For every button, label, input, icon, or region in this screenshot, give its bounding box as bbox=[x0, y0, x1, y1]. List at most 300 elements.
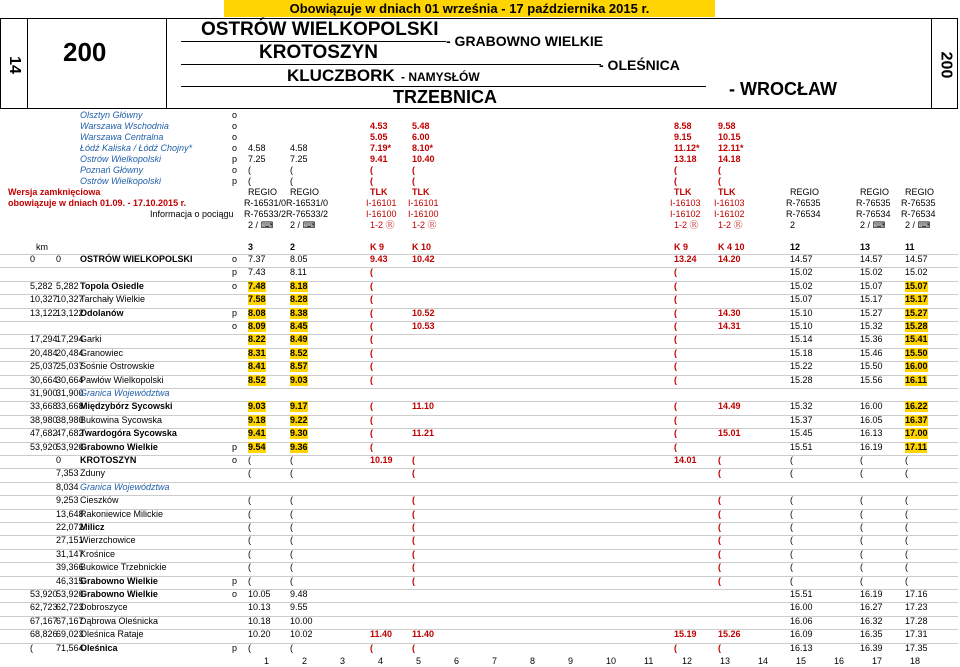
timetable-header bbox=[0, 18, 958, 109]
time-cell: ( bbox=[248, 548, 251, 559]
time-cell: 16.11 bbox=[905, 374, 928, 385]
station-name: Granica Województwa bbox=[80, 481, 170, 492]
time-cell: ( bbox=[248, 468, 251, 479]
time-cell: 12.11* bbox=[718, 143, 744, 153]
arr-dep: p bbox=[232, 441, 238, 452]
time-cell: 9.36 bbox=[290, 441, 308, 452]
time-cell: ( bbox=[674, 428, 677, 439]
time-cell: 11.40 bbox=[370, 629, 393, 640]
km-b: 13,122 bbox=[56, 307, 84, 318]
station-name: Cieszków bbox=[80, 495, 119, 506]
table-row bbox=[0, 281, 958, 292]
table-row bbox=[0, 198, 958, 209]
table-row bbox=[0, 187, 958, 198]
arr-dep: o bbox=[232, 132, 238, 142]
time-cell: 9.03 bbox=[290, 374, 308, 385]
time-cell: ( bbox=[290, 562, 293, 573]
table-row bbox=[0, 176, 958, 187]
train-number: I-16101 bbox=[366, 198, 397, 208]
km-b: 22,072 bbox=[56, 522, 84, 532]
time-cell: 15.28 bbox=[790, 374, 813, 385]
time-cell: 10.18 bbox=[248, 615, 271, 626]
time-cell: 15.07 bbox=[860, 280, 883, 291]
validity-banner: Obowiązuje w dniach 01 września - 17 października 2015 r. bbox=[224, 0, 715, 17]
station-name: Granica Województwa bbox=[80, 388, 170, 398]
station-name: Bukowice Trzebnickie bbox=[80, 562, 167, 573]
train-number: R-76534 bbox=[786, 209, 821, 219]
train-category: REGIO bbox=[790, 187, 820, 197]
station-wroclaw: - WROCŁAW bbox=[729, 79, 837, 99]
station-trzebnica: TRZEBNICA bbox=[393, 87, 497, 107]
time-cell: ( bbox=[248, 495, 251, 506]
train-mark: K 10 bbox=[412, 242, 432, 252]
km-a: 5,282 bbox=[30, 280, 53, 291]
station-name: Krośnice bbox=[80, 548, 116, 559]
km-b: 10,327 bbox=[56, 294, 84, 305]
km-b: 17,294 bbox=[56, 334, 84, 345]
km-b: 7,353 bbox=[56, 468, 79, 479]
station-name: Grabowno Wielkie bbox=[80, 589, 158, 599]
time-cell: ( bbox=[370, 176, 373, 186]
column-number: 11 bbox=[644, 656, 654, 666]
time-cell: ( bbox=[674, 642, 677, 653]
time-cell: 8.10* bbox=[412, 143, 434, 153]
table-row bbox=[0, 220, 958, 231]
time-cell: 16.09 bbox=[790, 629, 813, 640]
time-cell: 8.11 bbox=[290, 267, 307, 278]
time-cell: 14.57 bbox=[860, 254, 883, 264]
time-cell: 8.49 bbox=[290, 334, 308, 345]
time-cell: ( bbox=[674, 176, 677, 186]
column-number: 5 bbox=[416, 656, 422, 666]
train-number: R-76533/2 bbox=[244, 209, 287, 219]
time-cell: ( bbox=[370, 280, 373, 291]
train-mark: K 9 bbox=[674, 242, 689, 252]
train-mark: 12 bbox=[790, 242, 801, 252]
time-cell: ( bbox=[905, 495, 908, 506]
column-number: 1 bbox=[264, 656, 270, 666]
page-number-right: 200 bbox=[937, 51, 955, 78]
station-ostrow: OSTRÓW WIELKOPOLSKI bbox=[201, 19, 439, 40]
time-cell: 15.10 bbox=[790, 321, 813, 331]
time-cell: ( bbox=[674, 294, 677, 305]
km-a: 25,037 bbox=[30, 361, 58, 372]
train-category: REGIO bbox=[905, 187, 935, 197]
train-mark: K 9 bbox=[370, 242, 385, 252]
time-cell: ( bbox=[674, 307, 677, 318]
km-b: 33,668 bbox=[56, 401, 84, 412]
column-number: 12 bbox=[682, 656, 693, 666]
column-number: 2 bbox=[302, 656, 308, 666]
time-cell: 8.08 bbox=[248, 307, 266, 318]
time-cell: ( bbox=[860, 575, 863, 586]
time-cell: 16.35 bbox=[860, 629, 883, 640]
time-cell: 8.45 bbox=[290, 321, 308, 331]
time-cell: ( bbox=[412, 562, 415, 573]
time-cell: 7.48 bbox=[248, 280, 266, 291]
time-cell: ( bbox=[412, 548, 415, 559]
km-header: km bbox=[36, 242, 48, 252]
time-cell: 15.28 bbox=[905, 321, 928, 331]
km-a: 67,167 bbox=[30, 615, 58, 626]
time-cell: 8.41 bbox=[248, 361, 266, 372]
time-cell: ( bbox=[718, 455, 721, 465]
line-number: 200 bbox=[63, 37, 107, 67]
time-cell: ( bbox=[790, 508, 793, 519]
time-cell: 15.07 bbox=[790, 294, 813, 305]
time-cell: ( bbox=[370, 642, 373, 653]
table-row bbox=[0, 602, 958, 613]
time-cell: ( bbox=[370, 441, 373, 452]
time-cell: 13.24 bbox=[674, 254, 697, 264]
train-class: 2 bbox=[790, 220, 796, 230]
station-name: Warszawa Wschodnia bbox=[80, 121, 169, 131]
time-cell: ( bbox=[718, 548, 721, 559]
column-number: 14 bbox=[758, 656, 769, 666]
station-krotoszyn: KROTOSZYN bbox=[259, 42, 378, 63]
time-cell: 9.18 bbox=[248, 414, 266, 425]
time-cell: ( bbox=[412, 165, 415, 175]
time-cell: 13.18 bbox=[674, 154, 697, 164]
time-cell: 16.19 bbox=[860, 441, 883, 452]
time-cell: ( bbox=[370, 321, 373, 331]
arr-dep: o bbox=[232, 165, 238, 175]
column-number: 18 bbox=[910, 656, 921, 666]
train-number: R-76534 bbox=[856, 209, 891, 219]
time-cell: ( bbox=[370, 165, 373, 175]
train-category: REGIO bbox=[860, 187, 890, 197]
table-row bbox=[0, 388, 958, 399]
time-cell: ( bbox=[790, 575, 793, 586]
time-cell: ( bbox=[674, 321, 677, 331]
table-row bbox=[0, 209, 958, 220]
station-olesnica: - OLEŚNICA bbox=[599, 57, 680, 73]
time-cell: ( bbox=[905, 508, 908, 519]
time-cell: ( bbox=[718, 165, 721, 175]
time-cell: ( bbox=[790, 495, 793, 506]
train-class: 1-2 Ⓡ bbox=[718, 220, 743, 230]
time-cell: 9.48 bbox=[290, 589, 308, 599]
km-b: 53,920 bbox=[56, 441, 84, 452]
time-cell: ( bbox=[290, 176, 293, 186]
time-cell: ( bbox=[718, 535, 721, 546]
train-class: 2 / ⌨ bbox=[248, 220, 274, 230]
time-cell: 17.16 bbox=[905, 589, 928, 599]
time-cell: ( bbox=[370, 374, 373, 385]
time-cell: ( bbox=[248, 642, 251, 653]
time-cell: 10.13 bbox=[248, 602, 271, 613]
station-name: OSTRÓW WIELKOPOLSKI bbox=[80, 254, 193, 264]
km-b: 27,151 bbox=[56, 535, 84, 546]
arr-dep: p bbox=[232, 176, 238, 186]
table-row bbox=[0, 154, 958, 165]
table-row bbox=[0, 267, 958, 278]
time-cell: ( bbox=[290, 548, 293, 559]
time-cell: 15.02 bbox=[790, 280, 813, 291]
time-cell: 11.12* bbox=[674, 143, 700, 153]
time-cell: ( bbox=[412, 455, 415, 465]
km-b: 8,034 bbox=[56, 481, 79, 492]
time-cell: ( bbox=[412, 522, 415, 532]
time-cell: ( bbox=[674, 267, 677, 278]
station-name: Pawłów Wielkopolski bbox=[80, 374, 164, 385]
table-row bbox=[0, 576, 958, 587]
table-row bbox=[0, 361, 958, 372]
time-cell: 15.22 bbox=[790, 361, 813, 372]
time-cell: ( bbox=[674, 347, 677, 358]
train-info-label: Informacja o pociągu bbox=[150, 209, 234, 219]
table-row bbox=[0, 110, 958, 121]
station-name: Oleśnica bbox=[80, 642, 118, 653]
time-cell: ( bbox=[290, 455, 293, 465]
time-cell: 10.52 bbox=[412, 307, 435, 318]
train-number: I-16103 bbox=[714, 198, 745, 208]
time-cell: ( bbox=[370, 401, 373, 412]
time-cell: ( bbox=[248, 508, 251, 519]
train-mark: K 4 10 bbox=[718, 242, 745, 252]
time-cell: 8.18 bbox=[290, 280, 308, 291]
column-number: 15 bbox=[796, 656, 807, 666]
km-b: 25,037 bbox=[56, 361, 84, 372]
station-name: Tarchały Wielkie bbox=[80, 294, 146, 305]
time-cell: ( bbox=[860, 455, 863, 465]
table-row bbox=[0, 348, 958, 359]
time-cell: ( bbox=[412, 575, 415, 586]
time-cell: ( bbox=[290, 535, 293, 546]
time-cell: ( bbox=[718, 562, 721, 573]
time-cell: 15.27 bbox=[860, 307, 883, 318]
time-cell: 4.53 bbox=[370, 121, 388, 131]
time-cell: 15.18 bbox=[790, 347, 813, 358]
time-cell: ( bbox=[370, 334, 373, 345]
train-category: TLK bbox=[718, 187, 736, 197]
station-name: Milicz bbox=[80, 522, 105, 532]
km-b: 71,564 bbox=[56, 642, 84, 653]
time-cell: 15.32 bbox=[790, 401, 813, 412]
time-cell: ( bbox=[290, 495, 293, 506]
time-cell: 9.30 bbox=[290, 428, 308, 439]
km-a: 10,327 bbox=[30, 294, 58, 305]
train-number: I-16100 bbox=[366, 209, 397, 219]
km-b: 30,664 bbox=[56, 374, 84, 385]
arr-dep: o bbox=[232, 321, 238, 331]
time-cell: 14.31 bbox=[718, 321, 741, 331]
column-number: 7 bbox=[492, 656, 498, 666]
time-cell: 15.50 bbox=[905, 347, 928, 358]
time-cell: ( bbox=[718, 508, 721, 519]
time-cell: 15.10 bbox=[790, 307, 813, 318]
time-cell: 10.40 bbox=[412, 154, 435, 164]
version-label: Wersja zamknięciowa bbox=[8, 187, 101, 197]
time-cell: ( bbox=[860, 522, 863, 532]
column-number: 13 bbox=[720, 656, 731, 666]
time-cell: 10.00 bbox=[290, 615, 313, 626]
station-namyslow: - NAMYSŁÓW bbox=[401, 70, 480, 84]
time-cell: ( bbox=[412, 176, 415, 186]
train-class: 2 / ⌨ bbox=[860, 220, 886, 230]
time-cell: 11.21 bbox=[412, 428, 435, 439]
train-number: R-76535 bbox=[901, 198, 936, 208]
time-cell: 7.19* bbox=[370, 143, 392, 153]
table-row bbox=[0, 495, 958, 506]
station-name: Wierzchowice bbox=[80, 535, 136, 546]
time-cell: ( bbox=[412, 535, 415, 546]
train-number: I-16101 bbox=[408, 198, 439, 208]
table-row bbox=[0, 401, 958, 412]
time-cell: 9.41 bbox=[370, 154, 388, 164]
km-b: 69,023 bbox=[56, 629, 84, 640]
station-name: Grabowno Wielkie bbox=[80, 441, 158, 452]
arr-dep: o bbox=[232, 280, 238, 291]
time-cell: ( bbox=[905, 575, 908, 586]
time-cell: ( bbox=[718, 468, 721, 479]
train-number: R-16531/0 bbox=[244, 198, 287, 208]
time-cell: ( bbox=[790, 535, 793, 546]
km-a: 31,900 bbox=[30, 388, 58, 398]
km-a: 53,920 bbox=[30, 589, 58, 599]
time-cell: 16.32 bbox=[860, 615, 883, 626]
time-cell: 16.37 bbox=[905, 414, 928, 425]
km-a: 62,723 bbox=[30, 602, 58, 613]
time-cell: ( bbox=[674, 414, 677, 425]
table-row bbox=[0, 254, 958, 265]
km-a: 13,122 bbox=[30, 307, 58, 318]
table-row bbox=[0, 442, 958, 453]
time-cell: 10.15 bbox=[718, 132, 741, 142]
km-a: 33,668 bbox=[30, 401, 58, 412]
train-category: TLK bbox=[370, 187, 388, 197]
km-b: 13,648 bbox=[56, 508, 84, 519]
time-cell: 15.02 bbox=[905, 267, 928, 278]
time-cell: 8.58 bbox=[674, 121, 692, 131]
time-cell: 15.02 bbox=[860, 267, 883, 278]
train-number: R-76533/2 bbox=[286, 209, 329, 219]
column-number: 9 bbox=[568, 656, 574, 666]
time-cell: ( bbox=[248, 455, 251, 465]
station-name: Granowiec bbox=[80, 347, 124, 358]
time-cell: 8.31 bbox=[248, 347, 266, 358]
km-b: 67,167 bbox=[56, 615, 84, 626]
km-b: 47,682 bbox=[56, 428, 84, 439]
time-cell: 14.01 bbox=[674, 455, 697, 465]
arr-dep: p bbox=[232, 154, 238, 164]
time-cell: ( bbox=[248, 165, 251, 175]
time-cell: 9.55 bbox=[290, 602, 308, 613]
time-cell: ( bbox=[718, 522, 721, 532]
time-cell: 14.20 bbox=[718, 254, 741, 264]
station-name: KROTOSZYN bbox=[80, 455, 137, 465]
time-cell: 16.00 bbox=[860, 401, 883, 412]
table-row bbox=[0, 455, 958, 466]
train-number: R-16531/0 bbox=[286, 198, 329, 208]
km-b: 38,980 bbox=[56, 414, 84, 425]
table-row bbox=[0, 616, 958, 627]
table-row bbox=[0, 629, 958, 640]
table-row bbox=[0, 415, 958, 426]
time-cell: ( bbox=[860, 562, 863, 573]
station-grabowno: - GRABOWNO WIELKIE bbox=[446, 33, 604, 49]
time-cell: 15.46 bbox=[860, 347, 883, 358]
time-cell: 9.54 bbox=[248, 441, 266, 452]
arr-dep: o bbox=[232, 254, 238, 264]
train-class: 2 / ⌨ bbox=[290, 220, 316, 230]
km-b: 31,900 bbox=[56, 388, 84, 398]
time-cell: 16.39 bbox=[860, 642, 883, 653]
table-row bbox=[0, 468, 958, 479]
station-name: Poznań Główny bbox=[80, 165, 144, 175]
station-name: Rakoniewice Milickie bbox=[80, 508, 164, 519]
table-row bbox=[0, 143, 958, 154]
station-name: Twardogóra Sycowska bbox=[80, 428, 177, 439]
time-cell: 10.42 bbox=[412, 254, 435, 264]
time-cell: 4.58 bbox=[248, 143, 266, 153]
station-name: Oleśnica Rataje bbox=[80, 629, 144, 640]
time-cell: 9.03 bbox=[248, 401, 266, 412]
time-cell: ( bbox=[790, 468, 793, 479]
train-mark: 13 bbox=[860, 242, 871, 252]
table-row bbox=[0, 562, 958, 573]
time-cell: 15.51 bbox=[790, 589, 813, 599]
station-name: Olsztyn Główny bbox=[80, 110, 143, 120]
time-cell: 4.58 bbox=[290, 143, 308, 153]
time-cell: 15.01 bbox=[718, 428, 741, 439]
time-cell: 6.00 bbox=[412, 132, 430, 142]
time-cell: 15.17 bbox=[860, 294, 883, 305]
arr-dep: p bbox=[232, 267, 238, 278]
train-number: R-76535 bbox=[786, 198, 821, 208]
time-cell: ( bbox=[412, 508, 415, 519]
station-name: Garki bbox=[80, 334, 102, 345]
table-row bbox=[0, 294, 958, 305]
time-cell: 15.37 bbox=[790, 414, 813, 425]
time-cell: ( bbox=[790, 562, 793, 573]
km-a: 0 bbox=[30, 254, 36, 264]
page-number-left: 14 bbox=[5, 55, 23, 74]
time-cell: 15.51 bbox=[790, 441, 813, 452]
table-row bbox=[0, 132, 958, 143]
time-cell: 8.28 bbox=[290, 294, 308, 305]
train-number: I-16102 bbox=[714, 209, 745, 219]
validity-label: obowiązuje w dniach 01.09. - 17.10.2015 r. bbox=[8, 198, 187, 208]
time-cell: 15.32 bbox=[860, 321, 883, 331]
station-kluczbork: KLUCZBORK bbox=[287, 66, 395, 85]
km-a: 30,664 bbox=[30, 374, 58, 385]
time-cell: 15.19 bbox=[674, 629, 697, 640]
time-cell: 15.02 bbox=[790, 267, 813, 278]
time-cell: ( bbox=[412, 495, 415, 506]
time-cell: ( bbox=[290, 508, 293, 519]
table-row bbox=[0, 549, 958, 560]
time-cell: ( bbox=[674, 165, 677, 175]
km-b: 53,920 bbox=[56, 589, 84, 599]
time-cell: 7.25 bbox=[248, 154, 266, 164]
table-row bbox=[0, 482, 958, 493]
time-cell: ( bbox=[674, 334, 677, 345]
time-cell: ( bbox=[860, 468, 863, 479]
time-cell: ( bbox=[790, 548, 793, 559]
time-cell: ( bbox=[718, 495, 721, 506]
km-b: 39,366 bbox=[56, 562, 84, 573]
time-cell: 8.57 bbox=[290, 361, 308, 372]
time-cell: ( bbox=[290, 522, 293, 532]
time-cell: ( bbox=[290, 165, 293, 175]
time-cell: ( bbox=[290, 468, 293, 479]
time-cell: ( bbox=[370, 361, 373, 372]
km-a: 17,294 bbox=[30, 334, 58, 345]
column-number: 16 bbox=[834, 656, 845, 666]
time-cell: 16.19 bbox=[860, 589, 883, 599]
station-name: Odolanów bbox=[80, 307, 124, 318]
